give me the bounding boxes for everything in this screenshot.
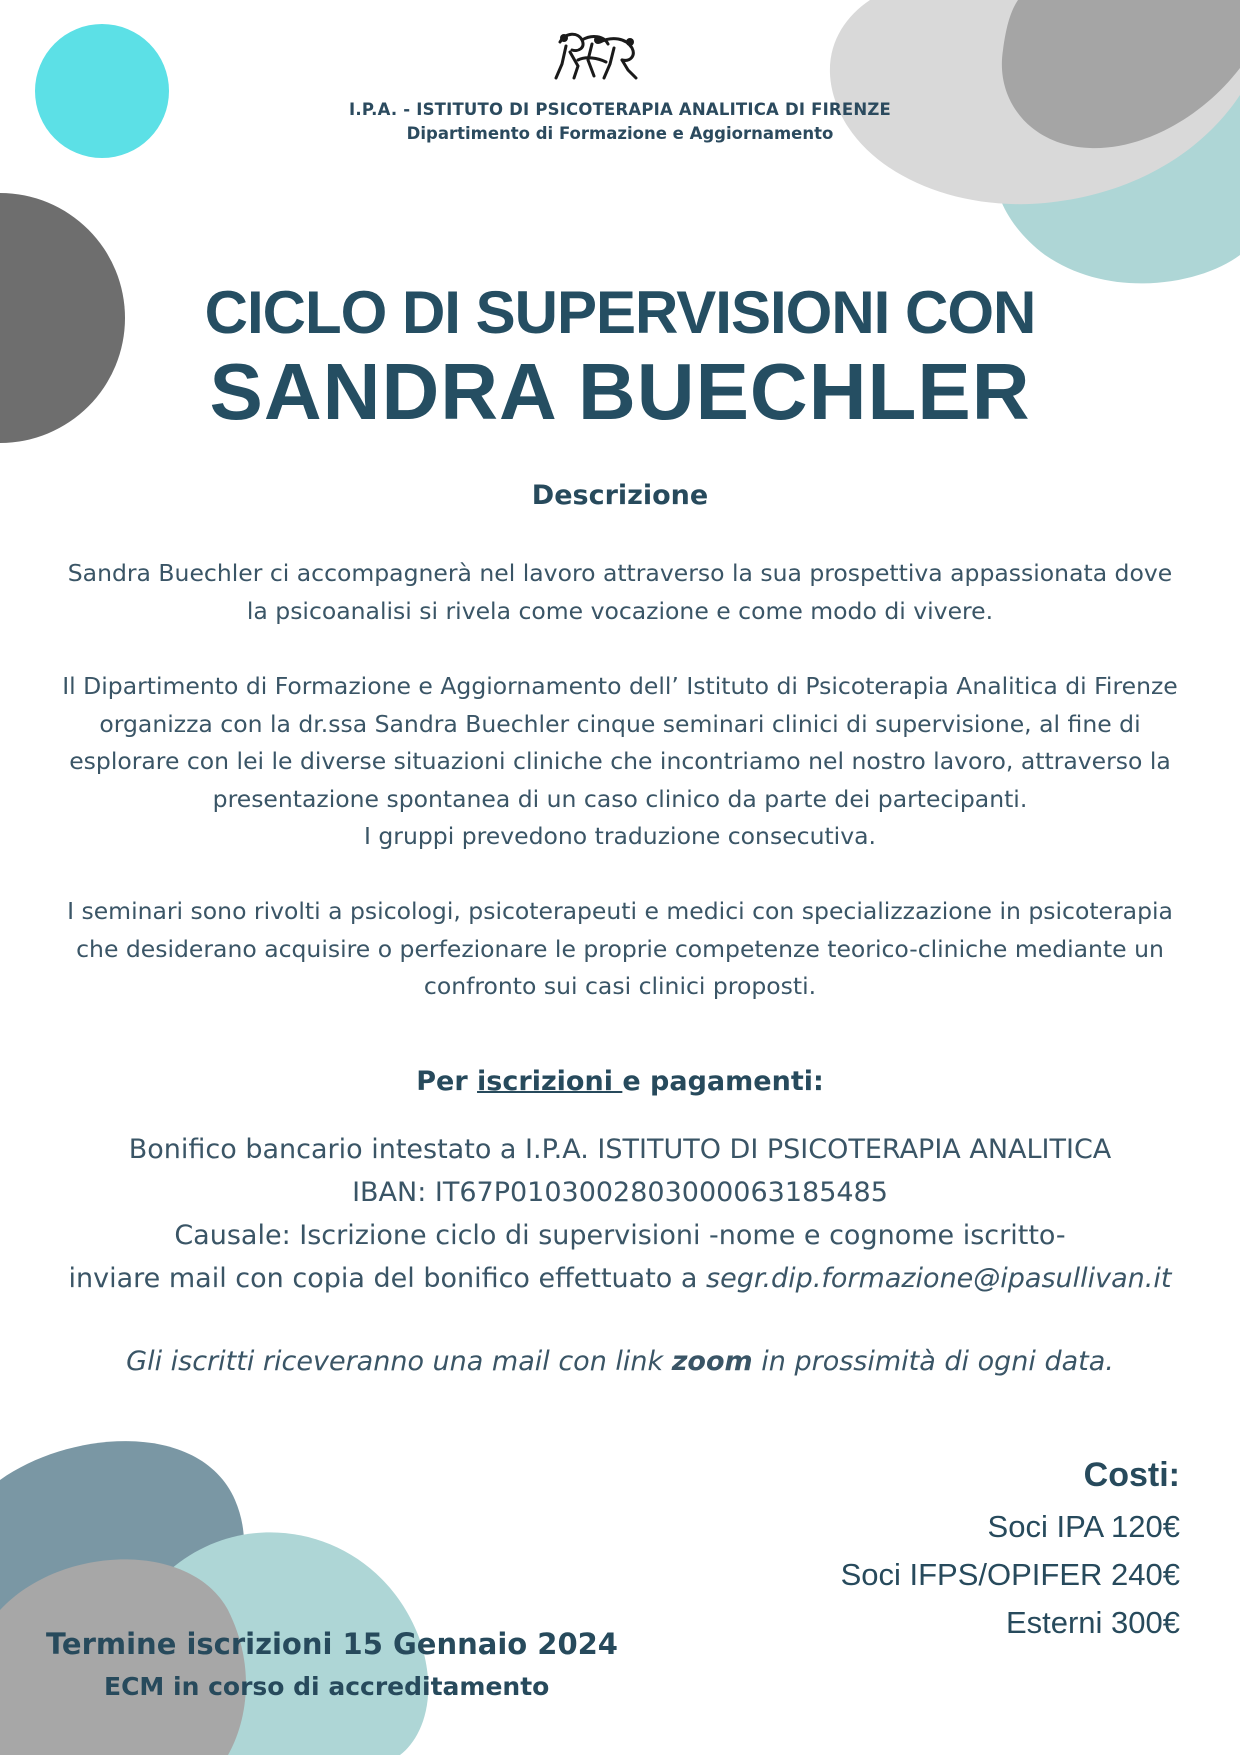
text-line: la psicoanalisi si rivela come vocazione e come modo di vivere. — [246, 596, 994, 625]
registration-deadline: Termine iscrizioni 15 Gennaio 2024 — [46, 1627, 618, 1661]
costs-title: Costi: — [1083, 1456, 1180, 1494]
text-line: I gruppi prevedono traduzione consecutiva. — [363, 822, 876, 850]
bank-transfer-line: Bonifico bancario intestato a I.P.A. ISTITUTO DI PSICOTERAPIA ANALITICA — [128, 1134, 1112, 1165]
registration-heading — [0, 1066, 1240, 1097]
text-line: Sandra Buechler ci accompagnerà nel lavoro attraverso la sua prospettiva appassionata dove — [67, 559, 1173, 587]
cost-item: Soci IFPS/OPIFER 240€ — [840, 1557, 1180, 1592]
description-heading: Descrizione — [531, 480, 709, 511]
description-paragraph-1 — [0, 555, 1240, 630]
text-line: che desiderano acquisire o perfezionare le proprie competenze teorico-cliniche mediante un — [76, 934, 1164, 963]
zoom-note-pre: Gli iscritti riceveranno una mail con link — [126, 1346, 672, 1377]
ipa-logo-icon — [552, 30, 640, 82]
organization-name: I.P.A. - ISTITUTO DI PSICOTERAPIA ANALITICA DI FIRENZE — [349, 100, 891, 119]
causale-line: Causale: Iscrizione ciclo di supervisioni -nome e cognome iscritto- — [174, 1220, 1066, 1251]
zoom-note-post: in prossimità di ogni data. — [752, 1346, 1114, 1377]
iban-line: IBAN: IT67P0103002803000063185485 — [352, 1177, 888, 1208]
cost-item: Esterni 300€ — [1005, 1605, 1180, 1640]
email-link[interactable]: segr.dip.formazione@ipasullivan.it — [706, 1263, 1172, 1294]
email-instruction-text: inviare mail con copia del bonifico effettuato a — [68, 1263, 707, 1294]
text-line: Il Dipartimento di Formazione e Aggiornamento dell’ Istituto di Psicoterapia Analitica di Firenze — [62, 672, 1178, 700]
description-paragraph-3 — [0, 893, 1240, 1006]
registration-heading-pre: Per — [416, 1066, 478, 1097]
text-line: confronto sui casi clinici proposti. — [423, 972, 817, 1000]
registration-link[interactable]: iscrizioni — [477, 1066, 623, 1097]
cost-item: Soci IPA 120€ — [987, 1509, 1180, 1544]
payment-details — [0, 1128, 1240, 1300]
ecm-status: ECM in corso di accreditamento — [104, 1672, 550, 1701]
registration-heading-post: e pagamenti: — [622, 1066, 824, 1097]
department-name: Dipartimento di Formazione e Aggiornamento — [406, 124, 834, 143]
title-line-1: CICLO DI SUPERVISIONI CON — [204, 279, 1036, 346]
zoom-keyword: zoom — [671, 1346, 753, 1377]
zoom-note — [0, 1346, 1240, 1377]
text-line: I seminari sono rivolti a psicologi, psicoterapeuti e medici con specializzazione in psicoterapia — [67, 897, 1173, 925]
text-line: organizza con la dr.ssa Sandra Buechler cinque seminari clinici di supervisione, al fine di — [99, 709, 1141, 738]
text-line: esplorare con lei le diverse situazioni cliniche che incontriamo nel nostro lavoro, attraverso la — [69, 747, 1171, 775]
description-paragraph-2 — [0, 668, 1240, 856]
text-line: presentazione spontanea di un caso clinico da parte dei partecipanti. — [212, 784, 1028, 813]
email-instruction-line — [0, 1257, 1240, 1300]
title-line-2: SANDRA BUECHLER — [209, 347, 1031, 436]
